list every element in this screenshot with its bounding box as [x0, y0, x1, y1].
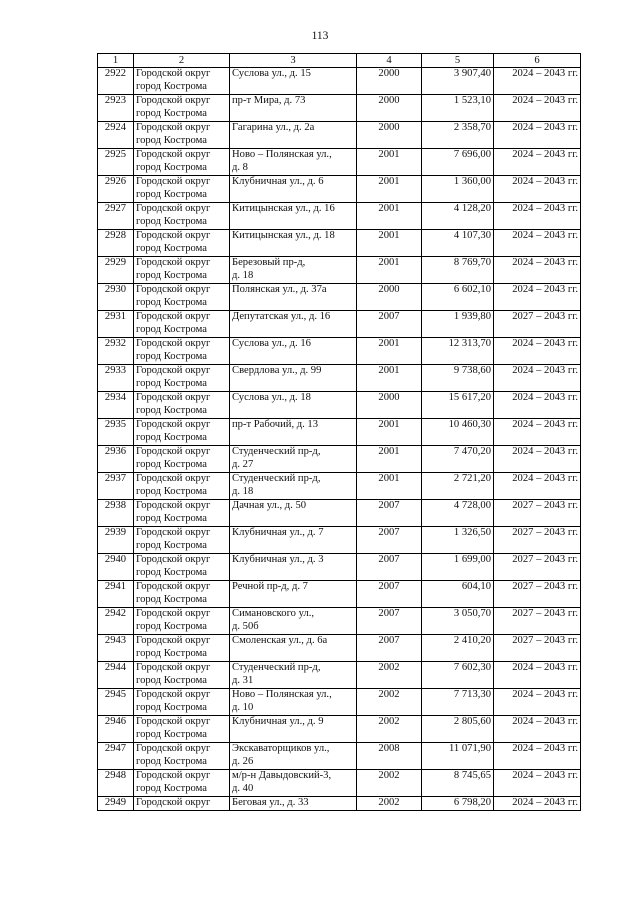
area-cell: 6 798,20: [422, 797, 494, 811]
address-cell-line: д. 31: [232, 674, 254, 686]
address-cell: [230, 338, 357, 365]
address-cell-line: д. 26: [232, 755, 254, 767]
area-cell: 604,10: [422, 581, 494, 608]
row-number-cell: 2938: [98, 500, 134, 527]
address-cell: [230, 500, 357, 527]
municipality-cell-line: Городской округ: [136, 392, 211, 403]
column-header: 3: [230, 54, 357, 68]
table-row: [98, 554, 581, 581]
municipality-cell-line: Городской округ: [136, 95, 211, 106]
row-number-cell: 2922: [98, 68, 134, 95]
table-body: [98, 68, 581, 811]
address-cell-line: Смоленская ул., д. 6а: [232, 635, 328, 646]
municipality-cell-line: Городской округ: [136, 122, 211, 133]
row-number-cell: 2937: [98, 473, 134, 500]
column-number-row: [98, 54, 581, 68]
address-cell-line: Экскаваторщиков ул.,: [232, 743, 330, 754]
row-number-cell: 2941: [98, 581, 134, 608]
municipality-cell: [134, 527, 230, 554]
table-row: [98, 581, 581, 608]
address-cell-line: Гагарина ул., д. 2а: [232, 122, 315, 133]
area-cell: 4 128,20: [422, 203, 494, 230]
address-cell-line: Дачная ул., д. 50: [232, 500, 307, 511]
period-cell: 2024 – 2043 гг.: [494, 743, 581, 770]
address-cell-line: д. 27: [232, 458, 254, 470]
period-cell: 2024 – 2043 гг.: [494, 797, 581, 811]
address-cell: [230, 662, 357, 689]
municipality-cell-line: город Кострома: [136, 269, 207, 281]
municipality-cell: [134, 635, 230, 662]
year-cell: 2000: [357, 95, 422, 122]
municipality-cell: [134, 230, 230, 257]
address-cell-line: Студенческий пр-д,: [232, 662, 321, 673]
area-cell: 1 523,10: [422, 95, 494, 122]
address-cell-line: Клубничная ул., д. 3: [232, 554, 324, 565]
period-cell: 2027 – 2043 гг.: [494, 581, 581, 608]
year-cell: 2000: [357, 284, 422, 311]
municipality-cell: [134, 311, 230, 338]
municipality-cell-line: город Кострома: [136, 539, 207, 551]
period-cell: 2024 – 2043 гг.: [494, 419, 581, 446]
year-cell: 2007: [357, 527, 422, 554]
area-cell: 8 745,65: [422, 770, 494, 797]
row-number-cell: 2946: [98, 716, 134, 743]
address-cell-line: д. 18: [232, 485, 254, 497]
row-number-cell: 2927: [98, 203, 134, 230]
year-cell: 2001: [357, 446, 422, 473]
table-row: [98, 95, 581, 122]
year-cell: 2001: [357, 419, 422, 446]
column-header: 2: [134, 54, 230, 68]
area-cell: 2 721,20: [422, 473, 494, 500]
address-cell: [230, 176, 357, 203]
table-row: [98, 419, 581, 446]
row-number-cell: 2936: [98, 446, 134, 473]
year-cell: 2001: [357, 230, 422, 257]
address-cell: [230, 257, 357, 284]
period-cell: 2027 – 2043 гг.: [494, 311, 581, 338]
row-number-cell: 2948: [98, 770, 134, 797]
address-cell-line: Клубничная ул., д. 7: [232, 527, 324, 538]
municipality-cell: [134, 770, 230, 797]
municipality-cell: [134, 581, 230, 608]
period-cell: 2024 – 2043 гг.: [494, 338, 581, 365]
municipality-cell-line: Городской округ: [136, 203, 211, 214]
municipality-cell-line: Городской округ: [136, 797, 211, 808]
year-cell: 2007: [357, 500, 422, 527]
row-number-cell: 2934: [98, 392, 134, 419]
municipality-cell-line: Городской округ: [136, 230, 211, 241]
column-header: 1: [98, 54, 134, 68]
municipality-cell: [134, 743, 230, 770]
row-number-cell: 2947: [98, 743, 134, 770]
municipality-cell-line: Городской округ: [136, 419, 211, 430]
municipality-cell: [134, 554, 230, 581]
period-cell: 2024 – 2043 гг.: [494, 230, 581, 257]
address-cell: [230, 68, 357, 95]
period-cell: 2024 – 2043 гг.: [494, 257, 581, 284]
period-cell: 2024 – 2043 гг.: [494, 716, 581, 743]
year-cell: 2001: [357, 257, 422, 284]
municipality-cell-line: Городской округ: [136, 635, 211, 646]
area-cell: 11 071,90: [422, 743, 494, 770]
address-cell: [230, 689, 357, 716]
municipality-cell-line: Городской округ: [136, 527, 211, 538]
table-row: [98, 500, 581, 527]
address-cell: [230, 446, 357, 473]
municipality-cell-line: город Кострома: [136, 485, 207, 497]
municipality-cell-line: Городской округ: [136, 446, 211, 457]
year-cell: 2002: [357, 716, 422, 743]
area-cell: 3 907,40: [422, 68, 494, 95]
row-number-cell: 2940: [98, 554, 134, 581]
period-cell: 2024 – 2043 гг.: [494, 365, 581, 392]
municipality-cell-line: город Кострома: [136, 458, 207, 470]
municipality-cell-line: город Кострома: [136, 674, 207, 686]
address-cell: [230, 230, 357, 257]
area-cell: 4 728,00: [422, 500, 494, 527]
municipality-cell-line: город Кострома: [136, 350, 207, 362]
table-row: [98, 797, 581, 811]
municipality-cell-line: Городской округ: [136, 689, 211, 700]
area-cell: 7 713,30: [422, 689, 494, 716]
year-cell: 2007: [357, 635, 422, 662]
table-row: [98, 689, 581, 716]
table-row: [98, 473, 581, 500]
table-row: [98, 230, 581, 257]
municipality-cell: [134, 689, 230, 716]
row-number-cell: 2942: [98, 608, 134, 635]
row-number-cell: 2945: [98, 689, 134, 716]
municipality-cell-line: город Кострома: [136, 242, 207, 254]
address-cell-line: Суслова ул., д. 15: [232, 68, 311, 79]
address-cell: [230, 203, 357, 230]
municipality-cell-line: Городской округ: [136, 608, 211, 619]
address-cell: [230, 770, 357, 797]
municipality-cell-line: город Кострома: [136, 701, 207, 713]
area-cell: 9 738,60: [422, 365, 494, 392]
year-cell: 2007: [357, 581, 422, 608]
column-header: 5: [422, 54, 494, 68]
area-cell: 2 410,20: [422, 635, 494, 662]
year-cell: 2007: [357, 608, 422, 635]
municipality-cell-line: город Кострома: [136, 431, 207, 443]
table-row: [98, 365, 581, 392]
row-number-cell: 2924: [98, 122, 134, 149]
address-cell-line: пр-т Мира, д. 73: [232, 95, 306, 106]
row-number-cell: 2943: [98, 635, 134, 662]
row-number-cell: 2929: [98, 257, 134, 284]
address-cell-line: д. 8: [232, 161, 248, 173]
table-row: [98, 149, 581, 176]
period-cell: 2024 – 2043 гг.: [494, 122, 581, 149]
address-cell: [230, 122, 357, 149]
period-cell: 2024 – 2043 гг.: [494, 203, 581, 230]
period-cell: 2024 – 2043 гг.: [494, 149, 581, 176]
address-cell: [230, 527, 357, 554]
area-cell: 1 360,00: [422, 176, 494, 203]
address-cell: [230, 284, 357, 311]
address-cell: [230, 365, 357, 392]
address-cell-line: Студенческий пр-д,: [232, 473, 321, 484]
address-cell-line: Березовый пр-д,: [232, 257, 306, 268]
address-cell-line: Китицынская ул., д. 16: [232, 203, 335, 214]
municipality-cell: [134, 122, 230, 149]
municipality-cell-line: город Кострома: [136, 512, 207, 524]
municipality-cell: [134, 68, 230, 95]
year-cell: 2001: [357, 149, 422, 176]
table-row: [98, 338, 581, 365]
year-cell: 2008: [357, 743, 422, 770]
area-cell: 2 805,60: [422, 716, 494, 743]
address-cell-line: д. 50б: [232, 620, 259, 632]
address-cell-line: пр-т Рабочий, д. 13: [232, 419, 319, 430]
municipality-cell: [134, 284, 230, 311]
area-cell: 2 358,70: [422, 122, 494, 149]
period-cell: 2024 – 2043 гг.: [494, 770, 581, 797]
area-cell: 1 699,00: [422, 554, 494, 581]
municipality-cell-line: город Кострома: [136, 620, 207, 632]
table-row: [98, 608, 581, 635]
municipality-cell-line: город Кострома: [136, 161, 207, 173]
area-cell: 15 617,20: [422, 392, 494, 419]
address-cell-line: Ново – Полянская ул.,: [232, 149, 332, 160]
row-number-cell: 2925: [98, 149, 134, 176]
table-row: [98, 203, 581, 230]
municipality-cell: [134, 365, 230, 392]
address-cell: [230, 311, 357, 338]
municipality-cell-line: Городской округ: [136, 149, 211, 160]
column-header: 6: [494, 54, 581, 68]
column-header: 4: [357, 54, 422, 68]
area-cell: 1 939,80: [422, 311, 494, 338]
municipality-cell: [134, 662, 230, 689]
municipality-cell: [134, 149, 230, 176]
year-cell: 2002: [357, 662, 422, 689]
address-cell-line: д. 10: [232, 701, 254, 713]
period-cell: 2027 – 2043 гг.: [494, 500, 581, 527]
municipality-cell: [134, 176, 230, 203]
municipality-cell-line: Городской округ: [136, 68, 211, 79]
area-cell: 7 602,30: [422, 662, 494, 689]
municipality-cell-line: город Кострома: [136, 728, 207, 740]
municipality-cell-line: город Кострома: [136, 647, 207, 659]
address-cell-line: Студенческий пр-д,: [232, 446, 321, 457]
address-cell: [230, 149, 357, 176]
row-number-cell: 2923: [98, 95, 134, 122]
area-cell: 8 769,70: [422, 257, 494, 284]
municipality-cell-line: Городской округ: [136, 365, 211, 376]
municipality-cell-line: город Кострома: [136, 323, 207, 335]
municipality-cell-line: Городской округ: [136, 662, 211, 673]
area-cell: 7 470,20: [422, 446, 494, 473]
row-number-cell: 2928: [98, 230, 134, 257]
area-cell: 3 050,70: [422, 608, 494, 635]
municipality-cell-line: Городской округ: [136, 338, 211, 349]
address-cell: [230, 95, 357, 122]
municipality-cell: [134, 446, 230, 473]
period-cell: 2024 – 2043 гг.: [494, 392, 581, 419]
address-cell: [230, 419, 357, 446]
municipality-cell-line: Городской округ: [136, 311, 211, 322]
year-cell: 2001: [357, 338, 422, 365]
table-row: [98, 311, 581, 338]
table-row: [98, 446, 581, 473]
address-cell-line: Беговая ул., д. 33: [232, 797, 309, 808]
address-cell-line: Ново – Полянская ул.,: [232, 689, 332, 700]
period-cell: 2027 – 2043 гг.: [494, 635, 581, 662]
year-cell: 2001: [357, 203, 422, 230]
year-cell: 2002: [357, 797, 422, 811]
municipality-cell-line: город Кострома: [136, 215, 207, 227]
address-cell: [230, 716, 357, 743]
table-row: [98, 122, 581, 149]
period-cell: 2024 – 2043 гг.: [494, 689, 581, 716]
area-cell: 4 107,30: [422, 230, 494, 257]
address-cell: [230, 581, 357, 608]
address-cell: [230, 743, 357, 770]
municipality-cell-line: Городской округ: [136, 473, 211, 484]
table-row: [98, 257, 581, 284]
period-cell: 2027 – 2043 гг.: [494, 608, 581, 635]
municipality-cell-line: Городской округ: [136, 770, 211, 781]
address-cell-line: Суслова ул., д. 16: [232, 338, 311, 349]
municipality-cell: [134, 608, 230, 635]
address-cell-line: Клубничная ул., д. 9: [232, 716, 324, 727]
address-cell: [230, 473, 357, 500]
year-cell: 2001: [357, 176, 422, 203]
row-number-cell: 2926: [98, 176, 134, 203]
municipality-cell-line: город Кострома: [136, 296, 207, 308]
municipality-cell-line: город Кострома: [136, 188, 207, 200]
year-cell: 2000: [357, 122, 422, 149]
address-cell-line: Клубничная ул., д. 6: [232, 176, 324, 187]
municipality-cell-line: Городской округ: [136, 284, 211, 295]
municipality-cell-line: Городской округ: [136, 554, 211, 565]
year-cell: 2001: [357, 473, 422, 500]
municipality-cell-line: город Кострома: [136, 404, 207, 416]
address-cell-line: м/р-н Давыдовский-3,: [232, 770, 332, 781]
municipality-cell: [134, 797, 230, 811]
address-cell-line: д. 40: [232, 782, 254, 794]
period-cell: 2024 – 2043 гг.: [494, 662, 581, 689]
municipality-cell: [134, 338, 230, 365]
municipality-cell-line: Городской округ: [136, 500, 211, 511]
municipality-cell: [134, 473, 230, 500]
year-cell: 2007: [357, 311, 422, 338]
row-number-cell: 2933: [98, 365, 134, 392]
municipality-cell: [134, 419, 230, 446]
row-number-cell: 2939: [98, 527, 134, 554]
table-row: [98, 662, 581, 689]
address-cell: [230, 608, 357, 635]
period-cell: 2024 – 2043 гг.: [494, 68, 581, 95]
period-cell: 2024 – 2043 гг.: [494, 446, 581, 473]
year-cell: 2002: [357, 770, 422, 797]
address-cell-line: Депутатская ул., д. 16: [232, 311, 331, 322]
municipality-cell-line: город Кострома: [136, 782, 207, 794]
municipality-cell-line: город Кострома: [136, 107, 207, 119]
housing-registry-table: [97, 53, 581, 811]
municipality-cell-line: Городской округ: [136, 176, 211, 187]
municipality-cell: [134, 500, 230, 527]
period-cell: 2024 – 2043 гг.: [494, 176, 581, 203]
address-cell-line: Речной пр-д, д. 7: [232, 581, 308, 592]
area-cell: 12 313,70: [422, 338, 494, 365]
municipality-cell-line: Городской округ: [136, 581, 211, 592]
page-number: 113: [311, 30, 329, 42]
period-cell: 2024 – 2043 гг.: [494, 473, 581, 500]
municipality-cell: [134, 392, 230, 419]
row-number-cell: 2930: [98, 284, 134, 311]
row-number-cell: 2949: [98, 797, 134, 811]
municipality-cell-line: город Кострома: [136, 593, 207, 605]
address-cell: [230, 797, 357, 811]
table-row: [98, 770, 581, 797]
table-row: [98, 284, 581, 311]
period-cell: 2027 – 2043 гг.: [494, 527, 581, 554]
table-row: [98, 716, 581, 743]
period-cell: 2024 – 2043 гг.: [494, 95, 581, 122]
year-cell: 2007: [357, 554, 422, 581]
year-cell: 2000: [357, 68, 422, 95]
municipality-cell: [134, 257, 230, 284]
area-cell: 7 696,00: [422, 149, 494, 176]
municipality-cell-line: город Кострома: [136, 755, 207, 767]
municipality-cell: [134, 716, 230, 743]
table-row: [98, 527, 581, 554]
table-row: [98, 743, 581, 770]
period-cell: 2024 – 2043 гг.: [494, 284, 581, 311]
address-cell-line: Свердлова ул., д. 99: [232, 365, 322, 376]
year-cell: 2000: [357, 392, 422, 419]
table-row: [98, 68, 581, 95]
address-cell-line: д. 18: [232, 269, 254, 281]
area-cell: 6 602,10: [422, 284, 494, 311]
row-number-cell: 2944: [98, 662, 134, 689]
year-cell: 2002: [357, 689, 422, 716]
address-cell: [230, 392, 357, 419]
area-cell: 1 326,50: [422, 527, 494, 554]
municipality-cell-line: город Кострома: [136, 80, 207, 92]
municipality-cell-line: Городской округ: [136, 716, 211, 727]
municipality-cell-line: город Кострома: [136, 377, 207, 389]
municipality-cell: [134, 95, 230, 122]
table-row: [98, 635, 581, 662]
municipality-cell-line: город Кострома: [136, 566, 207, 578]
address-cell-line: Суслова ул., д. 18: [232, 392, 311, 403]
year-cell: 2001: [357, 365, 422, 392]
row-number-cell: 2931: [98, 311, 134, 338]
address-cell: [230, 554, 357, 581]
address-cell: [230, 635, 357, 662]
address-cell-line: Симановского ул.,: [232, 608, 315, 619]
row-number-cell: 2932: [98, 338, 134, 365]
address-cell-line: Китицынская ул., д. 18: [232, 230, 335, 241]
area-cell: 10 460,30: [422, 419, 494, 446]
table-row: [98, 176, 581, 203]
municipality-cell-line: город Кострома: [136, 134, 207, 146]
address-cell-line: Полянская ул., д. 37а: [232, 284, 327, 295]
row-number-cell: 2935: [98, 419, 134, 446]
municipality-cell-line: Городской округ: [136, 257, 211, 268]
municipality-cell-line: Городской округ: [136, 743, 211, 754]
period-cell: 2027 – 2043 гг.: [494, 554, 581, 581]
municipality-cell: [134, 203, 230, 230]
table-row: [98, 392, 581, 419]
